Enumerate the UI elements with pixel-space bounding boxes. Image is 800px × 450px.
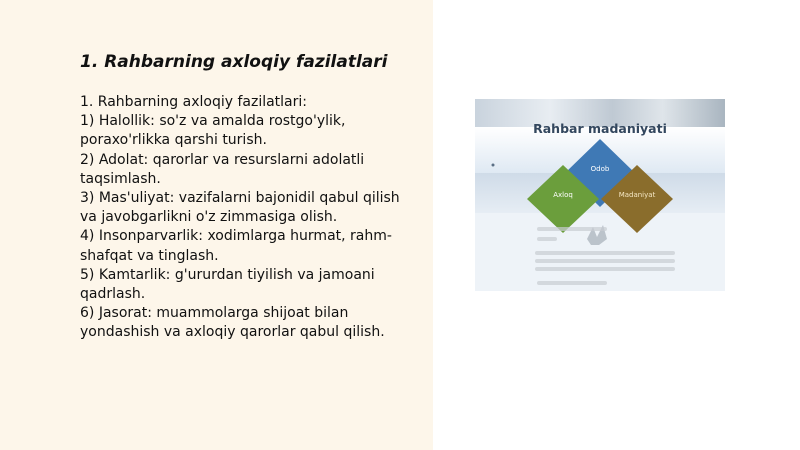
faint-text-line [537,227,607,231]
body-line: 4) Insonparvarlik: xodimlarga hurmat, rahm- [80,228,392,245]
diamond-left-label: Axloq [553,191,573,199]
faint-text-line [535,259,675,263]
body-line: 2) Adolat: qarorlar va resurslarni adolatli [80,151,365,168]
body-line: qadrlash. [80,286,146,303]
body-line: poraxo'rlikka qarshi turish. [80,132,267,149]
body-line: shafqat va tinglash. [80,247,219,264]
slide-image [475,99,725,291]
body-line: 1) Halollik: so'z va amalda rostgo'ylik, [80,113,346,130]
faint-text-line [537,281,607,285]
body-line: va javobgarlikni o'z zimmasiga olish. [80,209,338,226]
bullet-mark-icon [492,164,495,167]
slide-body [80,93,425,343]
body-line: 1. Rahbarning axloqiy fazilatlari: [80,94,307,110]
body-line: taqsimlash. [80,170,161,187]
image-caption: Rahbar madaniyati [533,121,667,136]
faint-text-line [535,267,675,271]
slide-title: 1. Rahbarning axloqiy fazilatlari [80,52,388,72]
body-line: 3) Mas'uliyat: vazifalarni bajonidil qabul qilish [80,190,400,207]
body-line: 6) Jasorat: muammolarga shijoat bilan [80,305,349,322]
faint-text-line [537,237,557,241]
diamond-top-label: Odob [590,165,610,173]
body-line: 5) Kamtarlik: g'ururdan tiyilish va jamoani [80,266,375,283]
faint-text-line [535,251,675,255]
diamond-right-label: Madaniyat [618,191,656,199]
body-line: yondashish va axloqiy qarorlar qabul qilish. [80,324,385,341]
